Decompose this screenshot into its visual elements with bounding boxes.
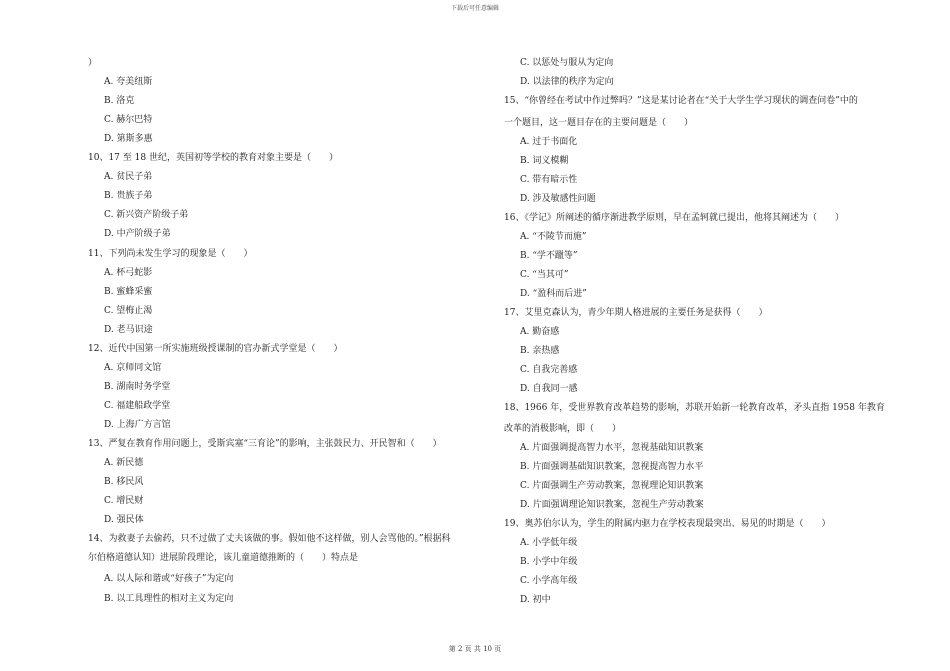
answer-option: B. 洛克 [104, 96, 135, 106]
answer-option: B. 贵族子弟 [104, 191, 153, 201]
answer-option: D. 老马识途 [104, 325, 153, 335]
answer-option: C. 赫尔巴特 [104, 115, 153, 125]
answer-option: A. 京师同文馆 [104, 363, 162, 373]
question-text: 14、为救妻子去偷药，只不过做了丈夫该做的事。假如他不这样做，别人会骂他的。”根据科 [88, 534, 451, 544]
question-text: ） [88, 58, 98, 68]
answer-option: B. “学不躐等” [520, 251, 578, 261]
answer-option: D. 中产阶级子弟 [104, 229, 171, 239]
answer-option: B. 小学中年级 [520, 557, 578, 567]
answer-option: A. 杯弓蛇影 [104, 268, 153, 278]
answer-option: D. 片面强调理论知识教案，忽视生产劳动教案 [520, 500, 704, 510]
answer-option: D. 以法律的秩序为定向 [520, 77, 614, 87]
answer-option: C. “当其可” [520, 270, 569, 280]
question-text: 尔伯格道德认知）进展阶段理论，该儿童道德推断的（ ）特点是 [88, 553, 359, 563]
answer-option: A. 勤奋感 [520, 327, 560, 337]
question-text: 18、1966 年，受世界教育改革趋势的影响，苏联开始新一轮教育改革，矛头直指 1958 年教育 [504, 403, 885, 413]
question-text: 11、下列尚未发生学习的现象是（ ） [88, 249, 253, 259]
answer-option: B. 移民风 [104, 477, 144, 487]
answer-option: C. 片面强调生产劳动教案，忽视理论知识教案 [520, 481, 704, 491]
answer-option: C. 自我完善感 [520, 365, 578, 375]
answer-option: A. 以人际和谐或“好孩子”为定向 [104, 574, 234, 584]
answer-option: D. 初中 [520, 595, 551, 605]
answer-option: B. 以工具理性的相对主义为定向 [104, 594, 234, 604]
answer-option: A. 新民德 [104, 458, 144, 468]
answer-option: D. 涉及敏感性问题 [520, 194, 596, 204]
answer-option: A. 片面强调提高智力水平，忽视基础知识教案 [520, 443, 704, 453]
question-text: 改革的消极影响，即（ ） [504, 424, 622, 434]
page-footer: 第 2 页 共 10 页 [448, 645, 502, 653]
answer-option: C. 新兴资产阶级子弟 [104, 210, 189, 220]
answer-option: C. 增民财 [104, 496, 144, 506]
answer-option: B. 词义模糊 [520, 156, 569, 166]
question-text: 13、严复在教育作用问题上，受斯宾塞“三育论”的影响，主张鼓民力、开民智和（ ） [88, 439, 442, 449]
question-text: 19、奥苏伯尔认为，学生的附属内驱力在学校表现最突出、易见的时期是（ ） [504, 519, 831, 529]
answer-option: C. 小学高年级 [520, 576, 578, 586]
question-text: 17、艾里克森认为，青少年期人格进展的主要任务是获得（ ） [504, 308, 768, 318]
answer-option: D. 上海广方言馆 [104, 420, 171, 430]
answer-option: A. 过于书面化 [520, 137, 578, 147]
answer-option: D. “盈科而后进” [520, 289, 587, 299]
answer-option: D. 强民体 [104, 515, 144, 525]
question-text: 10、17 至 18 世纪，英国初等学校的教育对象主要是（ ） [88, 153, 338, 163]
page-header: 下载后可任意编辑 [450, 5, 499, 12]
answer-option: B. 湖南时务学堂 [104, 382, 171, 392]
answer-option: B. 蜜蜂采蜜 [104, 287, 153, 297]
answer-option: C. 带有暗示性 [520, 175, 578, 185]
answer-option: C. 福建船政学堂 [104, 401, 171, 411]
answer-option: C. 望梅止渴 [104, 306, 153, 316]
question-text: 16、《学记》所阐述的循序渐进教学原则，早在孟轲就已提出，他将其阐述为（ ） [504, 213, 844, 223]
answer-option: A. 小学低年级 [520, 538, 578, 548]
answer-option: A. “不陵节而施” [520, 232, 587, 242]
answer-option: B. 片面强调基础知识教案，忽视提高智力水平 [520, 462, 704, 472]
question-text: 15、“你曾经在考试中作过弊吗？”这是某讨论者在“关于大学生学习现状的调查问卷”中的 [504, 96, 858, 106]
question-text: 12、近代中国第一所实施班级授课制的官办新式学堂是（ ） [88, 344, 343, 354]
answer-option: C. 以惩处与服从为定向 [520, 58, 614, 68]
answer-option: D. 自我同一感 [520, 384, 578, 394]
question-text: 一个题目，这一题目存在的主要问题是（ ） [504, 118, 694, 128]
answer-option: A. 贫民子弟 [104, 172, 153, 182]
answer-option: A. 夸美纽斯 [104, 77, 153, 87]
answer-option: D. 第斯多惠 [104, 134, 153, 144]
answer-option: B. 亲热感 [520, 346, 560, 356]
